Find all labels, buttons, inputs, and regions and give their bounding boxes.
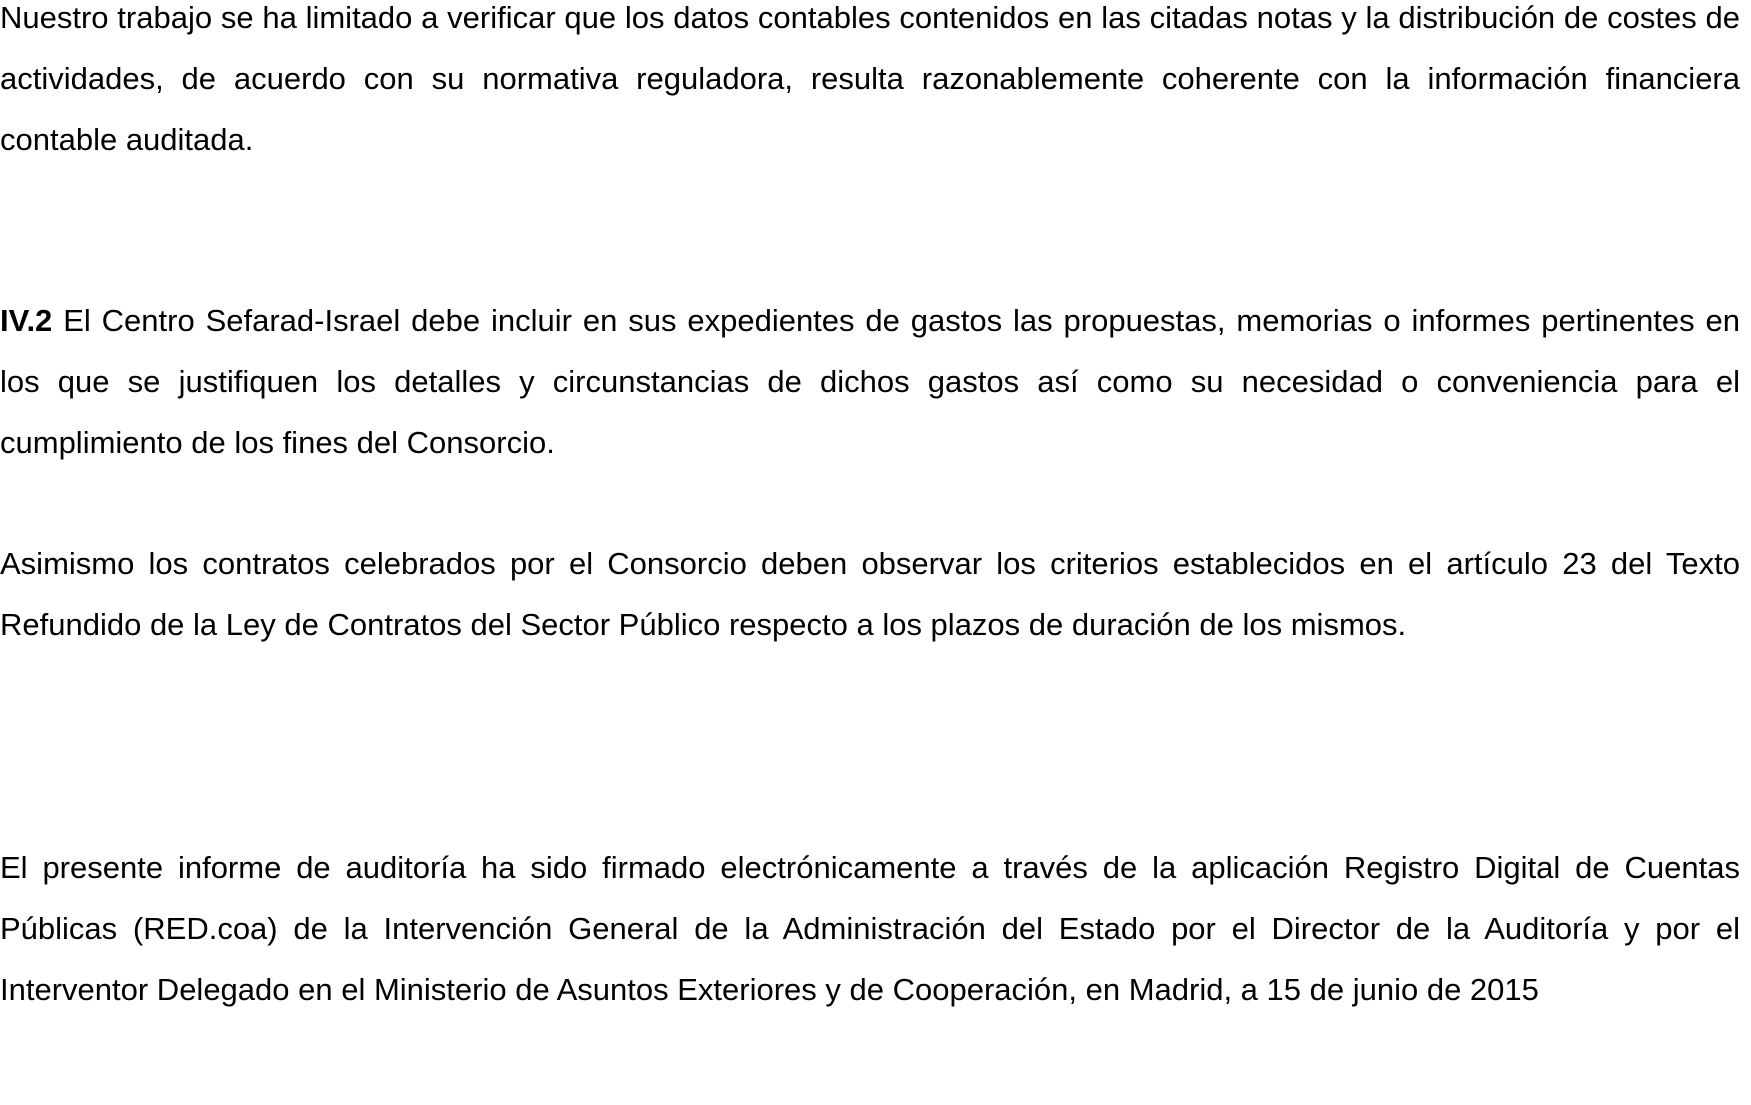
paragraph-signature-statement: El presente informe de auditoría ha sido firmado electrónicamente a través de la aplicación Registro Digital de Cuentas Públicas (RED.coa) de la Intervención General de la Administración del Estado por el Director de la Auditoría y por el Interventor Delegado en el Ministerio de Asuntos Exteriores y de Cooperación, en Madrid, a 15 de junio de 2015 (0, 850, 1740, 1007)
section-iv2-text: El Centro Sefarad-Israel debe incluir en sus expedientes de gastos las propuestas, memorias o informes pertinentes en los que se justifiquen los detalles y circunstancias de dichos gastos así como su necesidad o conveniencia para el cumplimiento de los fines del Consorcio. (0, 303, 1740, 460)
paragraph-contracts: Asimismo los contratos celebrados por el Consorcio deben observar los criterios establecidos en el artículo 23 del Texto Refundido de la Ley de Contratos del Sector Público respecto a los plazos de duración de los mismos. (0, 546, 1740, 642)
paragraph-verification-scope: Nuestro trabajo se ha limitado a verificar que los datos contables contenidos en las citadas notas y la distribución de costes de actividades, de acuerdo con su normativa reguladora, resulta razonablemente coherente con la información financiera contable auditada. (0, 0, 1740, 157)
section-number: IV.2 (0, 303, 53, 338)
paragraph-section-iv2 (0, 290, 1740, 473)
